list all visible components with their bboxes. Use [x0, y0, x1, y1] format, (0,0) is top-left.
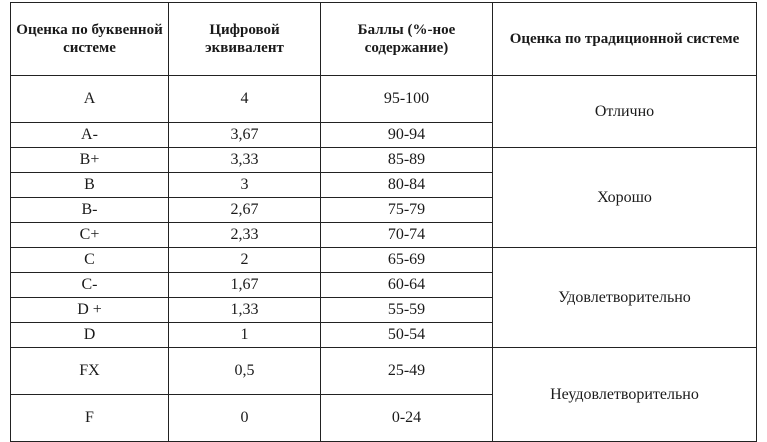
letter-cell: A- [11, 123, 169, 148]
points-cell: 55-59 [321, 298, 493, 323]
letter-cell: A [11, 76, 169, 123]
points-cell: 75-79 [321, 198, 493, 223]
digital-cell: 1,67 [169, 273, 321, 298]
points-cell: 80-84 [321, 173, 493, 198]
letter-cell: C+ [11, 223, 169, 248]
letter-cell: C- [11, 273, 169, 298]
digital-cell: 2,33 [169, 223, 321, 248]
points-cell: 85-89 [321, 148, 493, 173]
traditional-excellent-cell: Отлично [493, 76, 757, 148]
digital-cell: 2,67 [169, 198, 321, 223]
points-cell: 25-49 [321, 348, 493, 395]
table-header-row [11, 3, 757, 76]
points-cell: 95-100 [321, 76, 493, 123]
points-cell: 0-24 [321, 395, 493, 442]
digital-cell: 1 [169, 323, 321, 348]
letter-cell: C [11, 248, 169, 273]
digital-cell: 2 [169, 248, 321, 273]
letter-cell: B [11, 173, 169, 198]
letter-cell: D [11, 323, 169, 348]
digital-cell: 1,33 [169, 298, 321, 323]
letter-cell: FX [11, 348, 169, 395]
header-letter-grade: Оценка по буквенной системе [11, 3, 169, 76]
letter-cell: B+ [11, 148, 169, 173]
header-points-percent: Баллы (%-ное содержание) [321, 3, 493, 76]
grading-scale-table [10, 2, 757, 442]
points-cell: 90-94 [321, 123, 493, 148]
letter-cell: D + [11, 298, 169, 323]
header-digital-equivalent: Цифровой эквивалент [169, 3, 321, 76]
table-row [11, 76, 757, 123]
table-row [11, 348, 757, 395]
digital-cell: 0 [169, 395, 321, 442]
digital-cell: 3,33 [169, 148, 321, 173]
points-cell: 65-69 [321, 248, 493, 273]
traditional-good-cell: Хорошо [493, 148, 757, 248]
letter-cell: B- [11, 198, 169, 223]
digital-cell: 3,67 [169, 123, 321, 148]
digital-cell: 4 [169, 76, 321, 123]
header-traditional-grade: Оценка по традиционной системе [493, 3, 757, 76]
letter-cell: F [11, 395, 169, 442]
points-cell: 70-74 [321, 223, 493, 248]
table-row [11, 248, 757, 273]
digital-cell: 0,5 [169, 348, 321, 395]
digital-cell: 3 [169, 173, 321, 198]
points-cell: 50-54 [321, 323, 493, 348]
table-row [11, 148, 757, 173]
traditional-unsatisfactory-cell: Неудовлетворительно [493, 348, 757, 442]
points-cell: 60-64 [321, 273, 493, 298]
traditional-satisfactory-cell: Удовлетворительно [493, 248, 757, 348]
